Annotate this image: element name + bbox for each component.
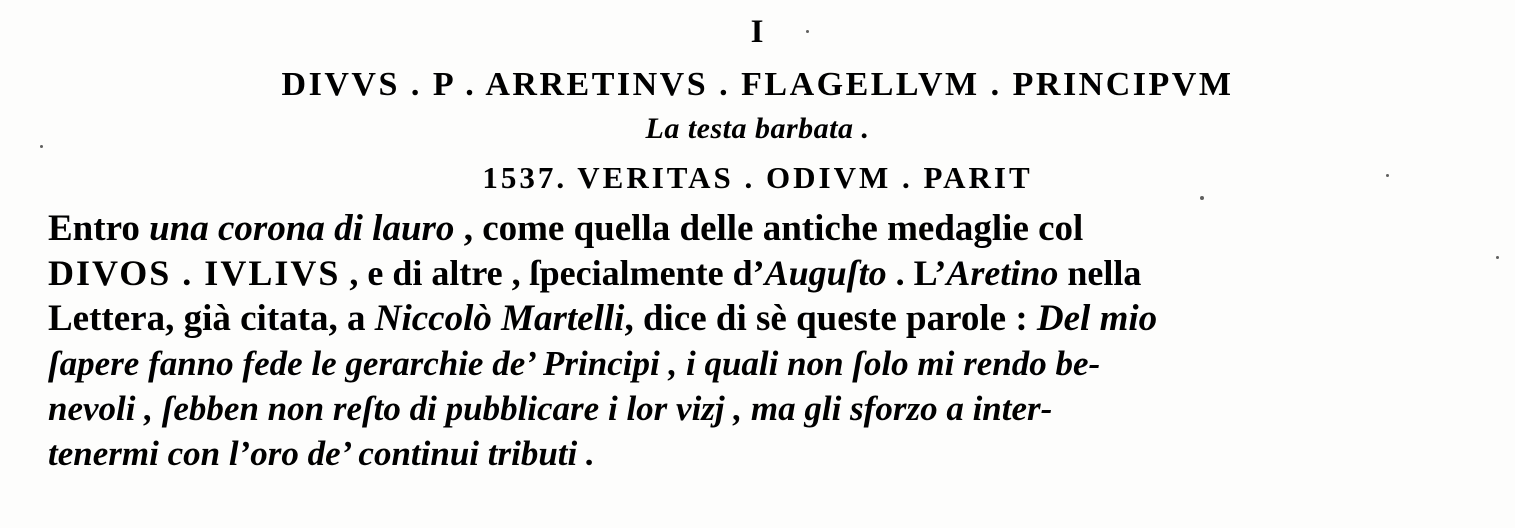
line-3-segment-2: Niccolò Martelli [374, 298, 625, 339]
line-2-segment-6: nella [1058, 253, 1142, 293]
scan-speck [1386, 174, 1389, 177]
line-1-segment-2: una corona di lauro [149, 208, 455, 249]
line-2-segment-5: Aretino [946, 253, 1059, 293]
line-1-segment-1: Entro [48, 208, 150, 249]
body-paragraph [48, 206, 1468, 476]
line-2-segment-3: Auguſto [764, 253, 887, 293]
line-6-segment-1: tenermi con l’oro de’ continui tributi . [48, 434, 595, 473]
page-number: I [750, 14, 765, 50]
line-3-segment-3: , dice di sè queste parole : [624, 298, 1037, 339]
line-3-segment-1: Lettera, già citata, a [48, 298, 375, 339]
heading-italic-subtitle: La testa barbata . [645, 112, 870, 145]
line-1-segment-3: , come quella delle antiche medaglie col [454, 208, 1084, 249]
line-2-segment-1: DIVOS . IVLIVS [48, 253, 341, 293]
heading-caps-secondary: 1537. VERITAS . ODIVM . PARIT [482, 160, 1033, 195]
scan-speck [1200, 196, 1204, 200]
line-2-segment-4: . L’ [886, 253, 947, 293]
body-line-1 [48, 206, 1468, 251]
line-5-segment-1: nevoli , ſebben non reſto di pubblicare i lor vizj , ma gli sforzo a inter- [48, 389, 1053, 428]
heading-caps-primary: DIVVS . P . ARRETINVS . FLAGELLVM . PRINCIPVM [281, 66, 1234, 103]
scan-speck [40, 145, 43, 148]
line-3-segment-4: Del mio [1036, 298, 1158, 339]
scan-speck [806, 30, 809, 33]
body-line-2 [48, 251, 1468, 296]
body-line-6 [48, 431, 1468, 476]
line-2-segment-2: , e di altre , ſpecialmente d’ [340, 253, 765, 293]
body-line-3 [48, 296, 1468, 341]
line-4-segment-1: ſapere fanno fede le gerarchie de’ Principi , i quali non ſolo mi rendo be- [48, 344, 1101, 383]
scan-speck [1496, 256, 1499, 259]
body-line-4 [48, 341, 1468, 386]
body-line-5 [48, 386, 1468, 431]
